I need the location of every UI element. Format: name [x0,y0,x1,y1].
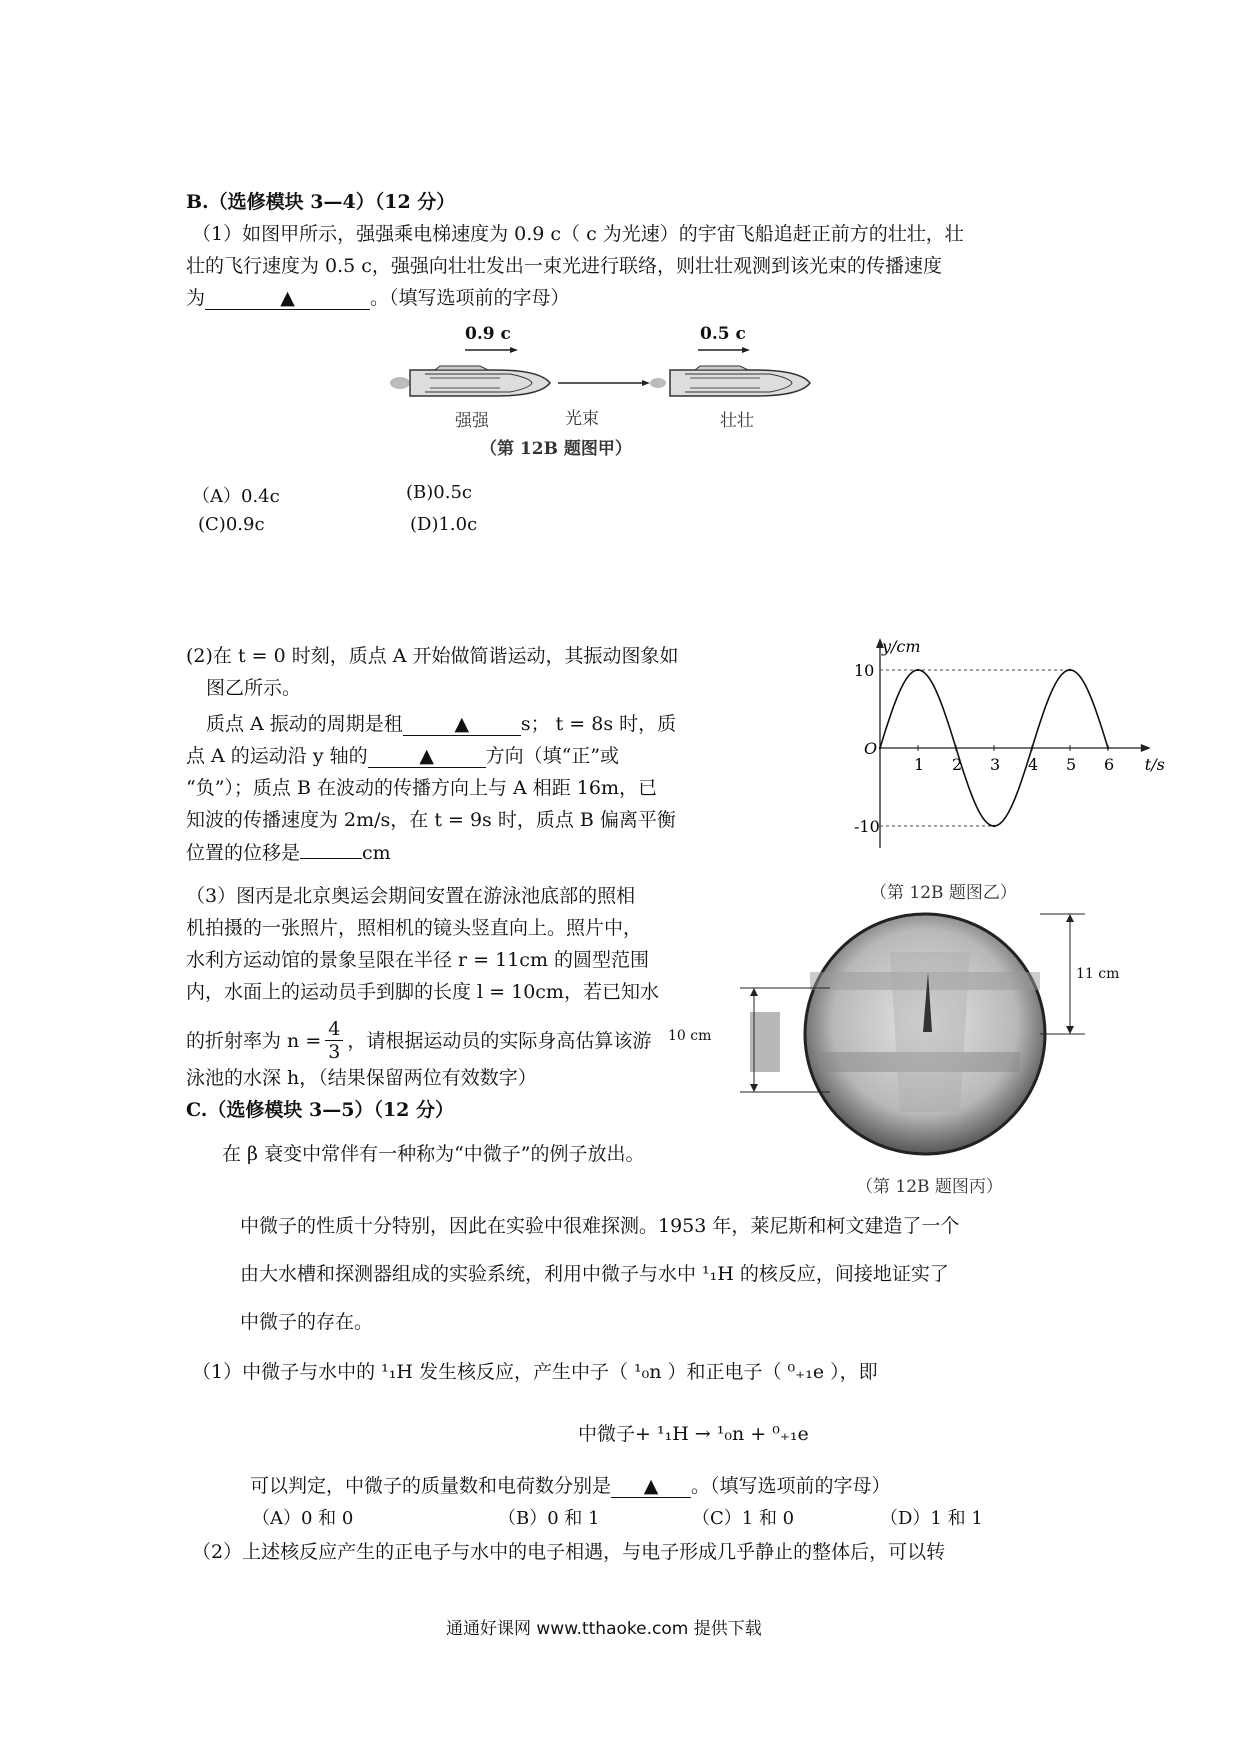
x-tick-label: 5 [1066,755,1077,774]
x-axis-label: t/s [1144,755,1165,774]
y-axis-label: y/cm [882,637,921,656]
data-point [917,669,919,671]
b1-option-d[interactable]: (D)1.0c [410,514,478,535]
b2-line7-pre: 位置的位移是 [186,842,301,864]
b3-line5-post: ，请根据运动员的实际身高估算该游 [347,1029,652,1052]
x-tick-label: 4 [1028,755,1039,774]
b2-line7-post: cm [362,842,391,864]
c-q2: （2）上述核反应产生的正电子与水中的电子相遇，与电子形成几乎静止的整体后，可以转 [192,1541,946,1563]
dim-10cm-label: 10 cm [668,1028,712,1044]
b2-line4 [186,740,619,772]
x-tick-label: 1 [914,755,925,774]
c-option-a[interactable]: （A）0 和 0 [252,1508,354,1529]
c-option-d[interactable]: （D）1 和 1 [880,1508,983,1529]
y-tick-label: -10 [854,817,880,836]
oscillation-chart-svg [830,630,1165,860]
x-tick-label: 6 [1104,755,1115,774]
spaceship-right-icon [650,366,810,396]
b2-line4-post: 方向（填“正”或 [485,745,620,767]
b1-option-c[interactable]: (C)0.9c [198,514,265,535]
y-tick-label: 10 [854,661,875,680]
figure-b-caption: （第 12B 题图乙） [870,883,1017,903]
ship-left-label: 强强 [455,411,489,431]
judge-blank[interactable]: ▲ [611,1475,691,1498]
section-c-heading: C.（选修模块 3—5）（12 分） [186,1099,455,1121]
c-para-line2: 由大水槽和探测器组成的实验系统，利用中微子与水中 ¹₁H 的核反应，间接地证实了 [240,1263,949,1285]
fraction-numerator: 4 [325,1018,343,1041]
c-option-b[interactable]: （B）0 和 1 [498,1508,600,1529]
b2-line2: 图乙所示。 [206,677,302,699]
data-point [993,825,995,827]
b3-line2: 机拍摄的一张照片，照相机的镜头竖直向上。照片中， [186,917,643,939]
b2-line5: “负”）；质点 B 在波动的传播方向上与 A 相距 16m，已 [186,777,658,799]
data-point [879,747,881,749]
c-judge-line [250,1470,891,1502]
b1-option-b[interactable]: (B)0.5c [406,482,472,503]
b1-line2: 壮的飞行速度为 0.5 c，强强向壮壮发出一束光进行联络，则壮壮观测到该光束的传播速度 [186,255,942,277]
fraction-denominator: 3 [328,1041,341,1063]
x-tick-label: 3 [990,755,1001,774]
b3-line6: 泳池的水深 h，（结果保留两位有效数字） [186,1067,537,1089]
figure-c-caption: （第 12B 题图丙） [856,1177,1003,1197]
c-intro: 在 β 衰变中常伴有一种称为“中微子”的例子放出。 [222,1143,645,1165]
b3-line5-pre: 的折射率为 n = [186,1029,322,1052]
direction-blank[interactable]: ▲ [368,745,486,768]
period-blank[interactable]: ▲ [403,713,521,736]
c-para-line3: 中微子的存在。 [240,1311,374,1333]
x-tick-label: 2 [952,755,963,774]
b1-line3-pre: 为 [186,287,206,309]
figure-a-caption: （第 12B 题图甲） [480,439,632,459]
b2-line4-pre: 点 A 的运动沿 y 轴的 [186,745,368,767]
footer-text: 通通好课网 www.tthaoke.com 提供下载 [446,1619,762,1639]
b3-line4: 内，水面上的运动员手到脚的长度 l = 10cm，若已知水 [186,981,659,1003]
b1-line3 [186,282,570,314]
b2-line7 [186,836,391,869]
data-point [1031,747,1033,749]
b2-line3-post: s； t = 8s 时，质 [520,713,677,735]
refraction-fraction [325,1018,343,1063]
c-equation: 中微子+ ¹₁H → ¹₀n + ⁰₊₁e [578,1423,809,1445]
x-axis-arrow-icon [1141,744,1151,752]
b3-line1: （3）图丙是北京奥运会期间安置在游泳池底部的照相 [186,885,636,907]
b2-line6: 知波的传播速度为 2m/s，在 t = 9s 时，质点 B 偏离平衡 [186,809,676,831]
b2-line3 [206,708,676,740]
data-point [1069,669,1071,671]
c-judge-pre: 可以判定，中微子的质量数和电荷数分别是 [250,1475,612,1497]
data-point [955,747,957,749]
data-point [1107,747,1109,749]
b3-line5 [186,1018,651,1063]
b1-line1: （1）如图甲所示，强强乘电梯速度为 0.9 c（ c 为光速）的宇宙飞船追赶正前方的壮壮，壮 [192,223,964,245]
dim-11cm-label: 11 cm [1076,966,1120,982]
speed-right-label: 0.5 c [700,324,746,344]
c-para-line1: 中微子的性质十分特别，因此在实验中很难探测。1953 年，莱尼斯和柯文建造了一个 [240,1215,960,1237]
c-option-c[interactable]: （C）1 和 0 [692,1508,795,1529]
origin-label: O [864,739,878,758]
beam-label: 光束 [565,409,599,429]
figure-spaceships [380,318,860,466]
b2-line3-pre: 质点 A 振动的周期是租 [206,713,403,735]
speed-left-label: 0.9 c [465,324,511,344]
answer-blank[interactable]: ▲ [205,287,370,310]
b1-option-a[interactable]: （A）0.4c [192,486,280,507]
c-judge-post: 。（填写选项前的字母） [691,1475,891,1497]
photo-figure [668,912,1120,1162]
displacement-blank[interactable] [300,836,362,859]
oscillation-chart [830,630,1165,860]
b1-line3-post: 。（填写选项前的字母） [370,287,570,309]
c-q1: （1）中微子与水中的 ¹₁H 发生核反应，产生中子（ ¹₀n ）和正电子（ ⁰₊₁e ），即 [192,1361,878,1383]
b3-line3: 水利方运动馆的景象呈限在半径 r = 11cm 的圆型范围 [186,949,649,971]
ship-right-label: 壮壮 [720,411,754,431]
section-b-heading: B.（选修模块 3—4）（12 分） [186,191,456,213]
b2-line1: (2)在 t = 0 时刻，质点 A 开始做简谐运动，其振动图象如 [186,645,679,667]
pool-photo-drawing [740,912,1120,1162]
spaceship-left-icon [390,366,550,396]
